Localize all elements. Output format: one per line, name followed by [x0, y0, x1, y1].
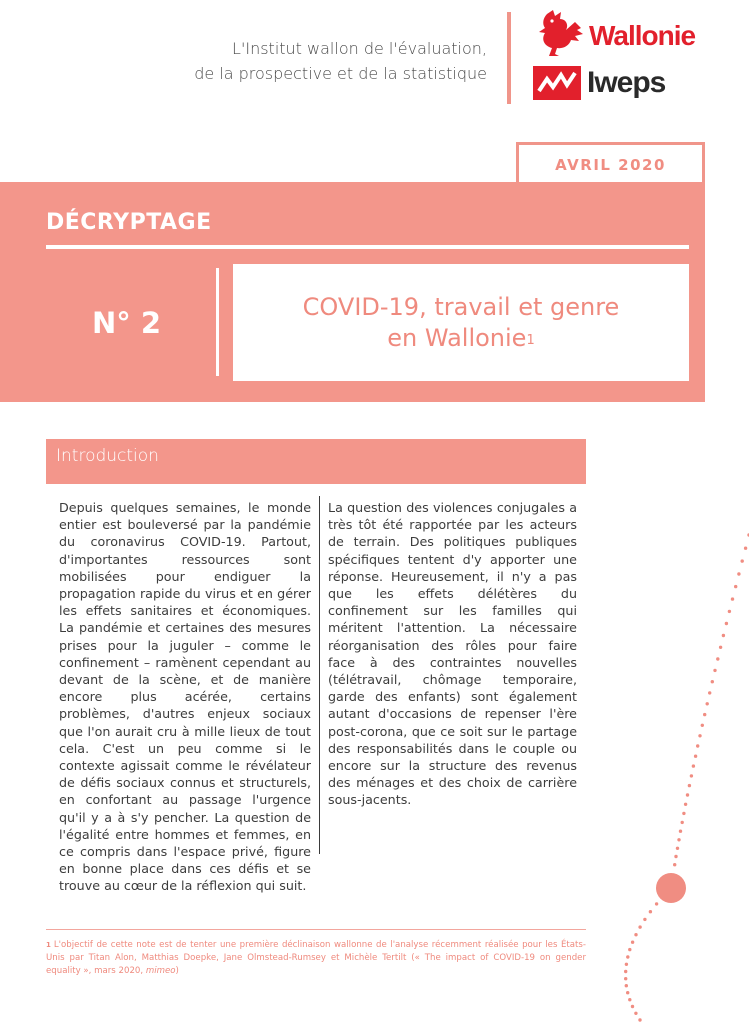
- iweps-wordmark: Iweps: [587, 66, 666, 99]
- footnote-reference[interactable]: 1: [526, 332, 535, 348]
- wallonie-logo[interactable]: [533, 8, 695, 63]
- decorative-dot: [669, 886, 672, 889]
- decorative-dot: [682, 812, 685, 815]
- decorative-dot: [634, 933, 637, 936]
- decorative-dot: [625, 963, 628, 966]
- decorative-dot: [711, 680, 714, 683]
- rooster-icon: [533, 8, 585, 63]
- wallonie-wordmark: Wallonie: [589, 19, 696, 51]
- decorative-dot: [688, 784, 691, 787]
- date-tab: [516, 142, 705, 184]
- iweps-logo[interactable]: [533, 66, 665, 100]
- decorative-dot: [631, 1005, 634, 1008]
- decorative-dot: [725, 622, 728, 625]
- body-column-right: La question des violences conjugales a très tôt été rapportée par les acteurs de terrain. Des politiques publiques spécifiques tentent d'y apporter une réponse. Heureusement, il n'y a pas que les effets délétères du confinement sur les familles qui méritent l'attention. La nécessaire réorganisation des rôles pour faire face à des contraintes nouvelles (télétravail, chômage temporaire, garde des enfants) sont également autant d'occasions de repenser l'ère post-corona, que ce soit sur le partage des responsabilités dans le couple ou encore sur la structure des revenus des ménages et des choix de carrière sous-jacents.: [328, 500, 577, 808]
- decorative-dot: [626, 991, 629, 994]
- publication-date: AVRIL 2020: [555, 155, 666, 174]
- document-title: [233, 264, 689, 381]
- body-column-left: Depuis quelques semaines, le monde entier est bouleversé par la pandémie du coronavirus COVID-19. Partout, d'importantes ressources sont mobilisées pour endiguer la propagation rapide du virus et en gérer les effets sanitaires et économiques. La pandémie et certaines des mesures prises pour la juguler – comme le confinement – ramènent cependant au devant de la scène, et de manière encore plus acérée, certains problèmes, d'autres enjeux sociaux que l'on aurait cru à mille lieux de tout cela. C'est un peu comme si le contexte agissait comme le révélateur de défis sociaux connus et structurels, en confortant au passage l'urgence qu'il y a à s'y pencher. La question de l'égalité entre hommes et femmes, en ce compris dans l'espace privé, figure en bonne place dans ces défis et se trouve au cœur de la réflexion qui suit.: [59, 500, 311, 894]
- institute-name: [194, 36, 487, 86]
- decorative-dot: [643, 918, 646, 921]
- decorative-dot: [716, 657, 719, 660]
- decorative-dot: [649, 910, 652, 913]
- institute-line-2: de la prospective et de la statistique: [194, 64, 487, 83]
- decorative-dot: [655, 902, 658, 905]
- decorative-dot: [692, 764, 695, 767]
- decorative-dot: [634, 1012, 637, 1015]
- decorative-dot: [625, 984, 628, 987]
- decorative-dot: [681, 821, 684, 824]
- issue-number: N° 2: [92, 306, 162, 340]
- decorative-dot: [694, 755, 697, 758]
- banner-rule: [46, 245, 689, 249]
- decorative-dot: [628, 948, 631, 951]
- decorative-dot: [638, 925, 641, 928]
- column-divider: [319, 496, 320, 854]
- footnote-text: L'objectif de cette note est de tenter une première déclinaison wallonne de l'analyse récemment réalisée pour les États-Unis par Titan Alon, Matthias Doepke, Jane Olmstead-Rumsey et Michèle Tertilt (« The impact of COVID-19 on gender equality », mars 2020,: [46, 940, 586, 976]
- iweps-zigzag-icon: [533, 66, 581, 100]
- decorative-dot: [713, 669, 716, 672]
- decorative-dot: [719, 646, 722, 649]
- decorative-dot: [690, 774, 693, 777]
- footnote: [46, 939, 586, 978]
- decorative-dot: [708, 691, 711, 694]
- decorative-dot: [734, 585, 737, 588]
- decorative-dot: [677, 838, 680, 841]
- institute-line-1: L'Institut wallon de l'évaluation,: [232, 39, 487, 58]
- decorative-dot: [624, 977, 627, 980]
- footnote-italic: mimeo: [145, 966, 176, 976]
- category-label: DÉCRYPTAGE: [46, 210, 212, 235]
- decorative-dot: [696, 744, 699, 747]
- decorative-dot: [676, 847, 679, 850]
- decorative-dot: [737, 572, 740, 575]
- decorative-dot: [731, 597, 734, 600]
- banner-divider: [216, 268, 219, 376]
- decorative-dot: [703, 713, 706, 716]
- decorative-dot: [628, 998, 631, 1001]
- decorative-dot: [626, 955, 629, 958]
- decorative-dot: [638, 1018, 641, 1021]
- header-divider: [507, 12, 511, 104]
- decorative-dot: [631, 941, 634, 944]
- decorative-dot: [684, 803, 687, 806]
- footnote-rule: [46, 929, 586, 930]
- decorative-dot: [698, 734, 701, 737]
- decorative-dot: [673, 863, 676, 866]
- footnote-end: ): [175, 966, 179, 976]
- decorative-dot: [624, 970, 627, 973]
- decorative-dot: [674, 855, 677, 858]
- decorative-dot: [728, 610, 731, 613]
- decorative-dot: [722, 634, 725, 637]
- decorative-dot: [741, 559, 744, 562]
- title-line-1: COVID-19, travail et genre: [302, 292, 620, 321]
- decorative-dot: [706, 702, 709, 705]
- decorative-large-dot: [656, 873, 686, 903]
- decorative-dot: [679, 830, 682, 833]
- decorative-dot: [744, 547, 747, 550]
- title-line-2-text: en Wallonie: [387, 323, 527, 352]
- section-heading: Introduction: [56, 446, 159, 466]
- title-line-2: [387, 323, 534, 354]
- decorative-dot: [686, 793, 689, 796]
- decorative-dot: [701, 724, 704, 727]
- footnote-mark: 1: [46, 941, 51, 949]
- decorative-dot: [662, 894, 665, 897]
